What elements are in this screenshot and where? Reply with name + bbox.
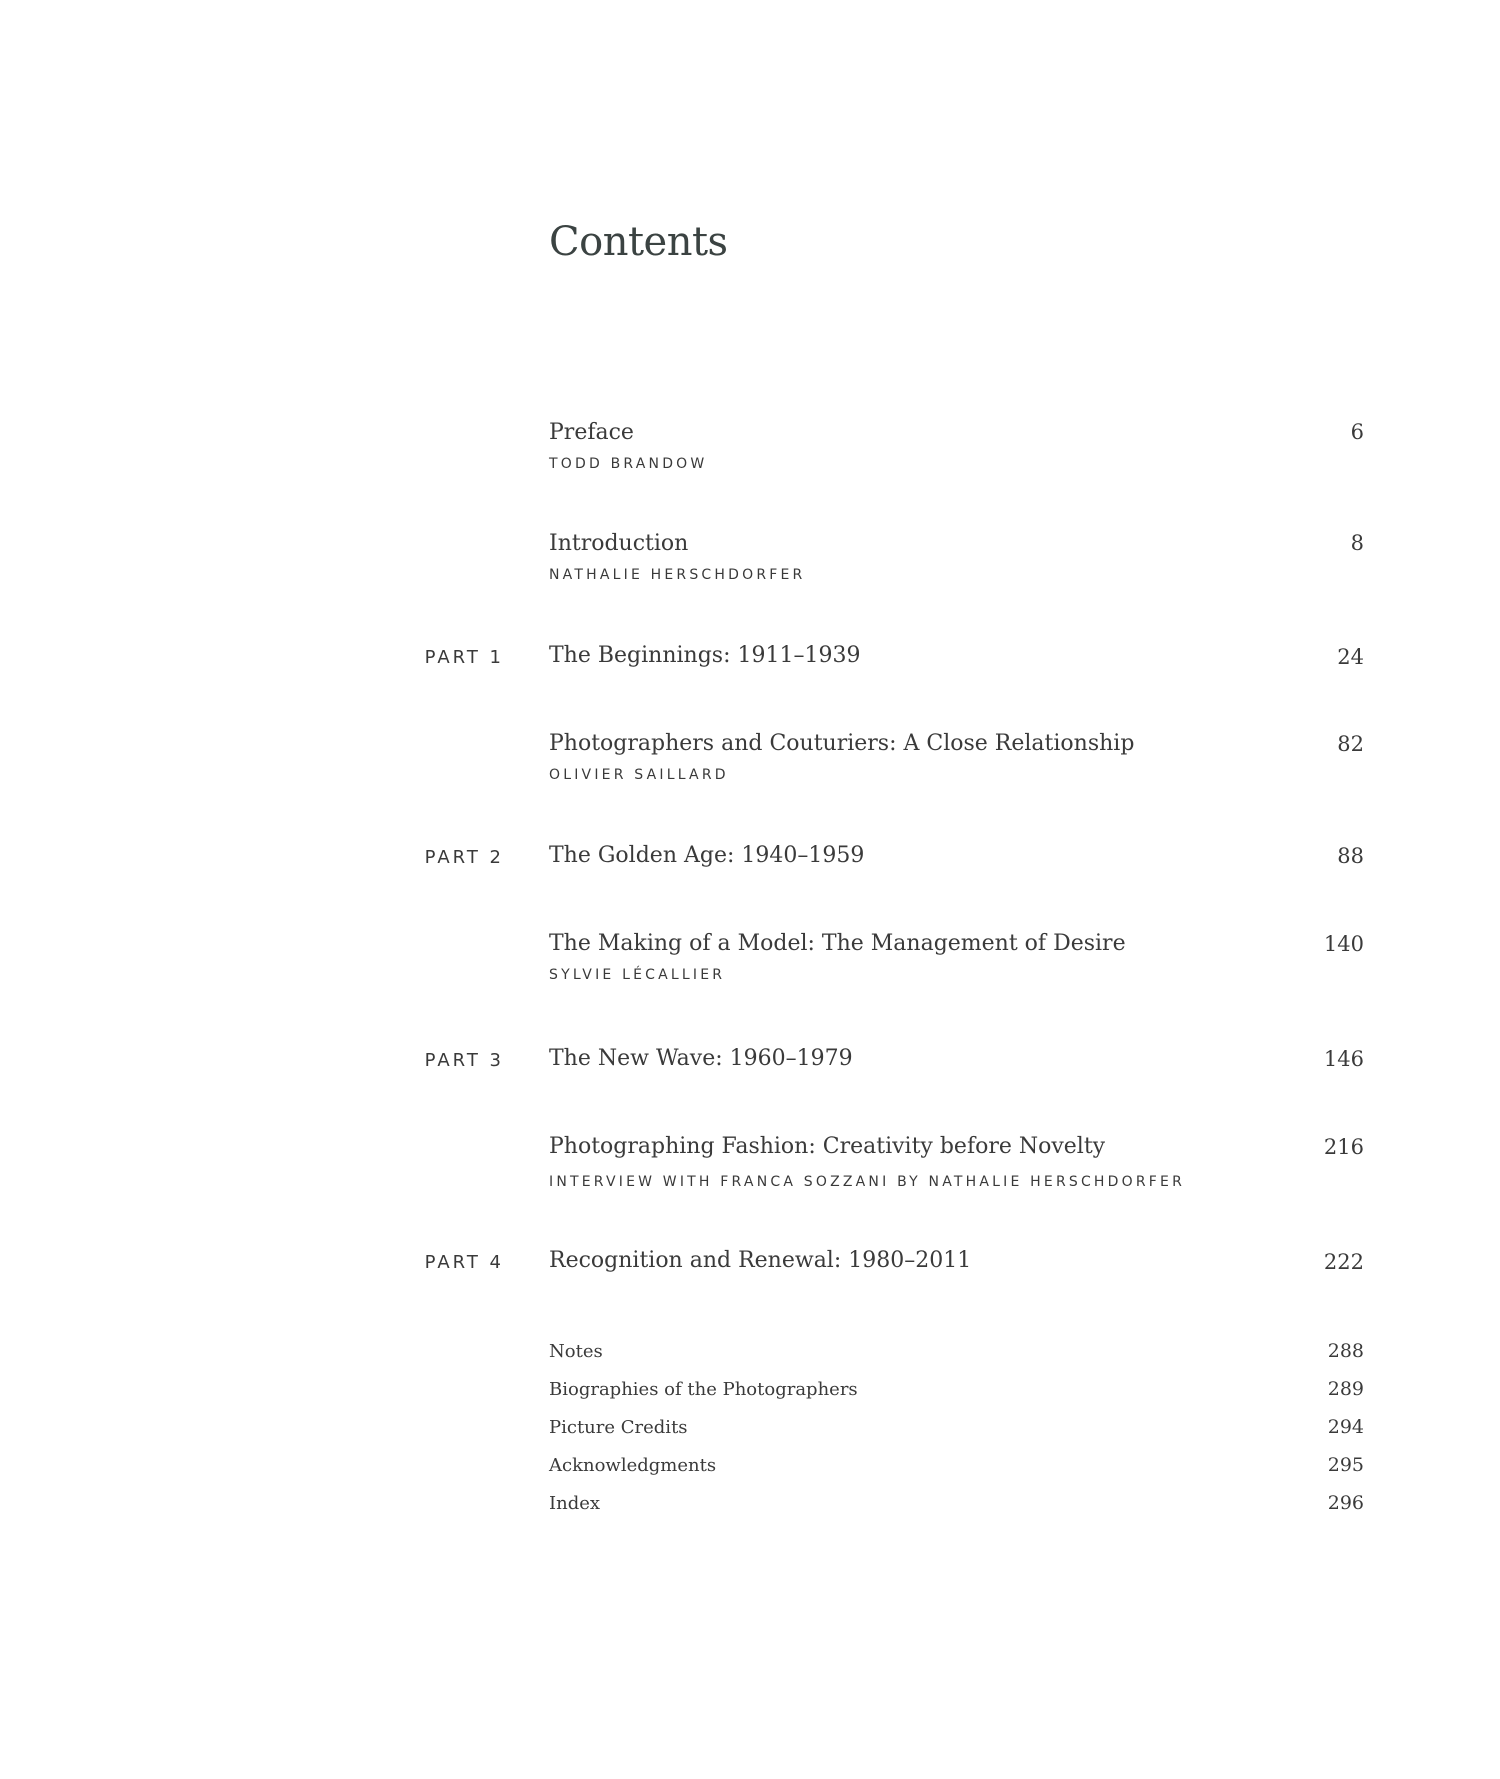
entry-author: SYLVIE LÉCALLIER [549,967,726,983]
entry-title: Recognition and Renewal: 1980–2011 [549,1248,972,1273]
back-matter-title: Picture Credits [549,1417,688,1438]
back-matter-page-number: 296 [1327,1492,1364,1514]
entry-author: TODD BRANDOW [549,456,708,472]
entry-page-number: 24 [1337,645,1364,669]
entry-author: INTERVIEW WITH FRANCA SOZZANI BY NATHALIE HERSCHDORFER [549,1174,1186,1190]
entry-page-number: 8 [1350,531,1364,555]
back-matter-title: Acknowledgments [549,1455,717,1476]
back-matter-page-number: 288 [1327,1340,1364,1362]
entry-author: OLIVIER SAILLARD [549,767,729,783]
back-matter-title: Index [549,1493,601,1514]
entry-page-number: 222 [1323,1250,1364,1274]
entry-page-number: 140 [1323,932,1364,956]
entry-title: Photographers and Couturiers: A Close Relationship [549,731,1135,756]
entry-title: The Beginnings: 1911–1939 [549,643,861,668]
part-label: PART 3 [424,1050,504,1071]
back-matter-page-number: 295 [1327,1454,1364,1476]
page-title: Contents [549,219,728,265]
entry-title: Introduction [549,531,689,556]
entry-title: The New Wave: 1960–1979 [549,1046,853,1071]
back-matter-page-number: 294 [1327,1416,1364,1438]
entry-author: NATHALIE HERSCHDORFER [549,567,806,583]
part-label: PART 1 [424,647,504,668]
entry-page-number: 216 [1323,1135,1364,1159]
part-label: PART 2 [424,847,504,868]
entry-title: The Making of a Model: The Management of Desire [549,931,1126,956]
back-matter-page-number: 289 [1327,1378,1364,1400]
entry-page-number: 82 [1337,732,1364,756]
entry-page-number: 88 [1337,844,1364,868]
back-matter-title: Notes [549,1341,603,1362]
entry-title: Preface [549,420,634,445]
entry-title: Photographing Fashion: Creativity before Novelty [549,1134,1106,1159]
entry-page-number: 6 [1350,420,1364,444]
part-label: PART 4 [424,1252,504,1273]
entry-title: The Golden Age: 1940–1959 [549,843,865,868]
entry-page-number: 146 [1323,1047,1364,1071]
back-matter-title: Biographies of the Photographers [549,1379,858,1400]
